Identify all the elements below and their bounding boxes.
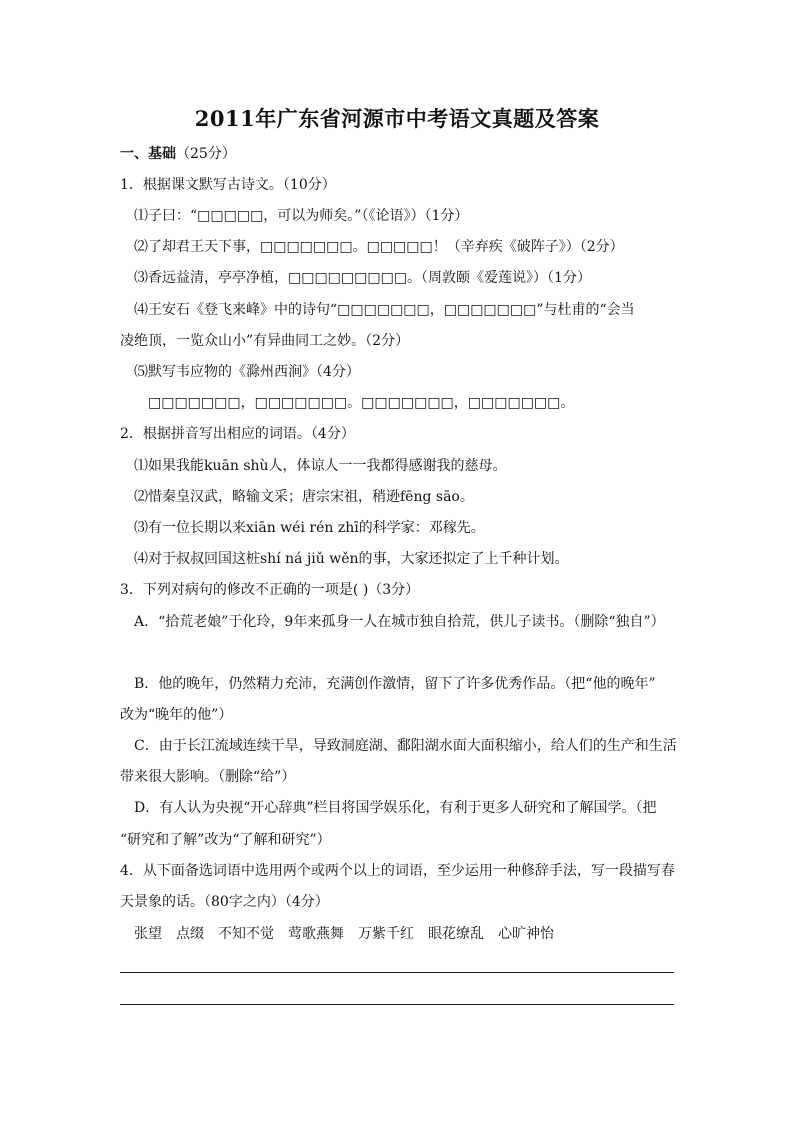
section-heading: [120, 144, 680, 164]
q3-option-a: A．“拾荒老娘”于化玲，9年来孤身一人在城市独自拾荒，供儿子读书。（删除“独自”）: [134, 614, 665, 630]
q2-item-3: ⑶有一位长期以来xiān wéi rén zhī的科学家：邓稼先。: [134, 520, 485, 536]
q1-item-5: ⑸默写韦应物的《滁州西涧》（4分）: [134, 364, 360, 380]
section-heading-label: 一、基础: [120, 146, 176, 162]
q3-option-c: C．由于长江流域连续干旱，导致洞庭湖、鄱阳湖水面大面积缩小，给人们的生产和生活: [134, 738, 677, 754]
q1-stem: 1．根据课文默写古诗文。（10分）: [120, 177, 336, 193]
q2-item-4: ⑷对于叔叔回国这桩shí ná jiǔ wěn的事，大家还拟定了上千种计划。: [134, 551, 569, 567]
q1-item-4-cont: 凌绝顶，一览众山小”有异曲同工之妙。（2分）: [120, 333, 410, 349]
q1-item-2: ⑵了却君王天下事，□□□□□□□。□□□□□！（辛弃疾《破阵子》）（2分）: [134, 239, 624, 255]
q4-word-bank: 张望 点缀 不知不觉 莺歌燕舞 万紫千红 眼花缭乱 心旷神怡: [134, 926, 554, 942]
q3-option-c-cont: 带来很大影响。（删除“给”）: [120, 769, 296, 785]
answer-line-2: [120, 1004, 674, 1005]
q1-item-3: ⑶香远益清，亭亭净植，□□□□□□□□□。（周敦颐《爱莲说》）（1分）: [134, 270, 591, 286]
q3-option-b: B．他的晚年，仍然精力充沛，充满创作激情，留下了许多优秀作品。（把“他的晚年”: [134, 676, 656, 692]
q3-option-b-cont: 改为“晚年的他”）: [120, 707, 233, 723]
document-title: 2011年广东省河源市中考语文真题及答案: [194, 106, 600, 131]
q3-option-d: D．有人认为央视“开心辞典”栏目将国学娱乐化，有利于更多人研究和了解国学。（把: [134, 800, 657, 816]
q4-stem-line2: 天景象的话。（80字之内）（4分）: [120, 894, 329, 910]
q1-item-4: ⑷王安石《登飞来峰》中的诗句“□□□□□□□，□□□□□□□”与杜甫的“会当: [134, 302, 635, 318]
q2-stem: 2．根据拼音写出相应的词语。（4分）: [120, 426, 355, 442]
q1-item-5-blanks: □□□□□□□，□□□□□□□。□□□□□□□，□□□□□□□。: [148, 395, 575, 411]
q1-item-1: ⑴子曰：“□□□□□，可以为师矣。”（《论语》）（1分）: [134, 208, 469, 224]
q4-stem-line1: 4．从下面备选词语中选用两个或两个以上的词语，至少运用一种修辞手法，写一段描写春: [120, 863, 675, 879]
answer-line-1: [120, 972, 674, 973]
section-heading-score: （25分）: [176, 146, 236, 162]
q2-item-1: ⑴如果我能kuān shù人，体谅人一一我都得感谢我的慈母。: [134, 458, 507, 474]
q3-option-d-cont: “研究和了解”改为“了解和研究”）: [120, 832, 331, 848]
q2-item-2: ⑵惜秦皇汉武，略输文采；唐宗宋祖，稍逊fēng sāo。: [134, 489, 474, 505]
q3-stem: 3．下列对病句的修改不正确的一项是( )（3分）: [120, 582, 420, 598]
